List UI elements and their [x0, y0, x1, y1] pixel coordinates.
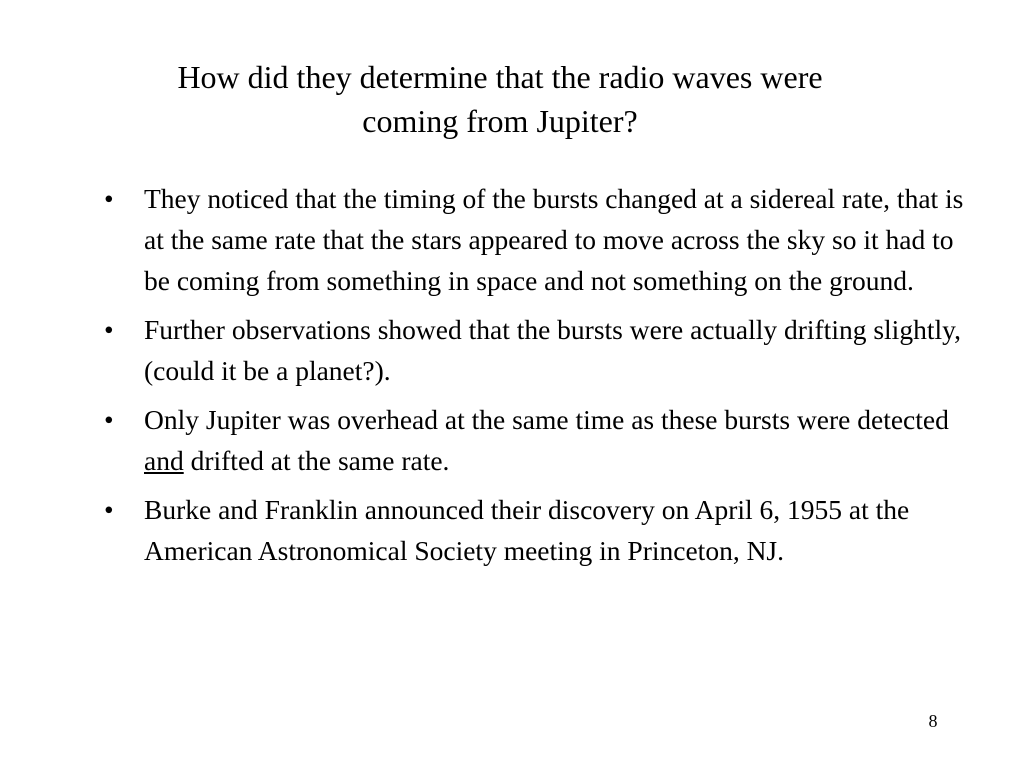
slide-title-line-2: coming from Jupiter?	[362, 103, 638, 139]
bullet-list	[104, 178, 964, 579]
bullet-item-1	[104, 178, 964, 301]
slide-title	[60, 55, 940, 143]
bullet-item-3	[104, 399, 964, 481]
bullet-item-2	[104, 309, 964, 391]
bullet-icon: •	[104, 494, 114, 525]
bullet-icon: •	[104, 404, 114, 435]
bullet-icon: •	[104, 314, 114, 345]
page-number: 8	[928, 711, 938, 731]
bullet-item-4	[104, 489, 964, 571]
bullet-text-3-underlined: and	[144, 445, 184, 476]
bullet-text-2: Further observations showed that the bursts were actually drifting slightly, (could it be a planet?).	[144, 314, 961, 386]
bullet-text-3-before: Only Jupiter was overhead at the same time as these bursts were detected	[144, 404, 949, 435]
slide-title-line-1: How did they determine that the radio waves were	[177, 59, 823, 95]
bullet-text-4: Burke and Franklin announced their discovery on April 6, 1955 at the American Astronomical Society meeting in Princeton, NJ.	[144, 494, 910, 566]
bullet-text-3-after: drifted at the same rate.	[183, 445, 450, 476]
bullet-text-1: They noticed that the timing of the bursts changed at a sidereal rate, that is at the same rate that the stars appeared to move across the sky so it had to be coming from something in space and not something on the ground.	[144, 183, 964, 296]
bullet-icon: •	[104, 183, 114, 214]
